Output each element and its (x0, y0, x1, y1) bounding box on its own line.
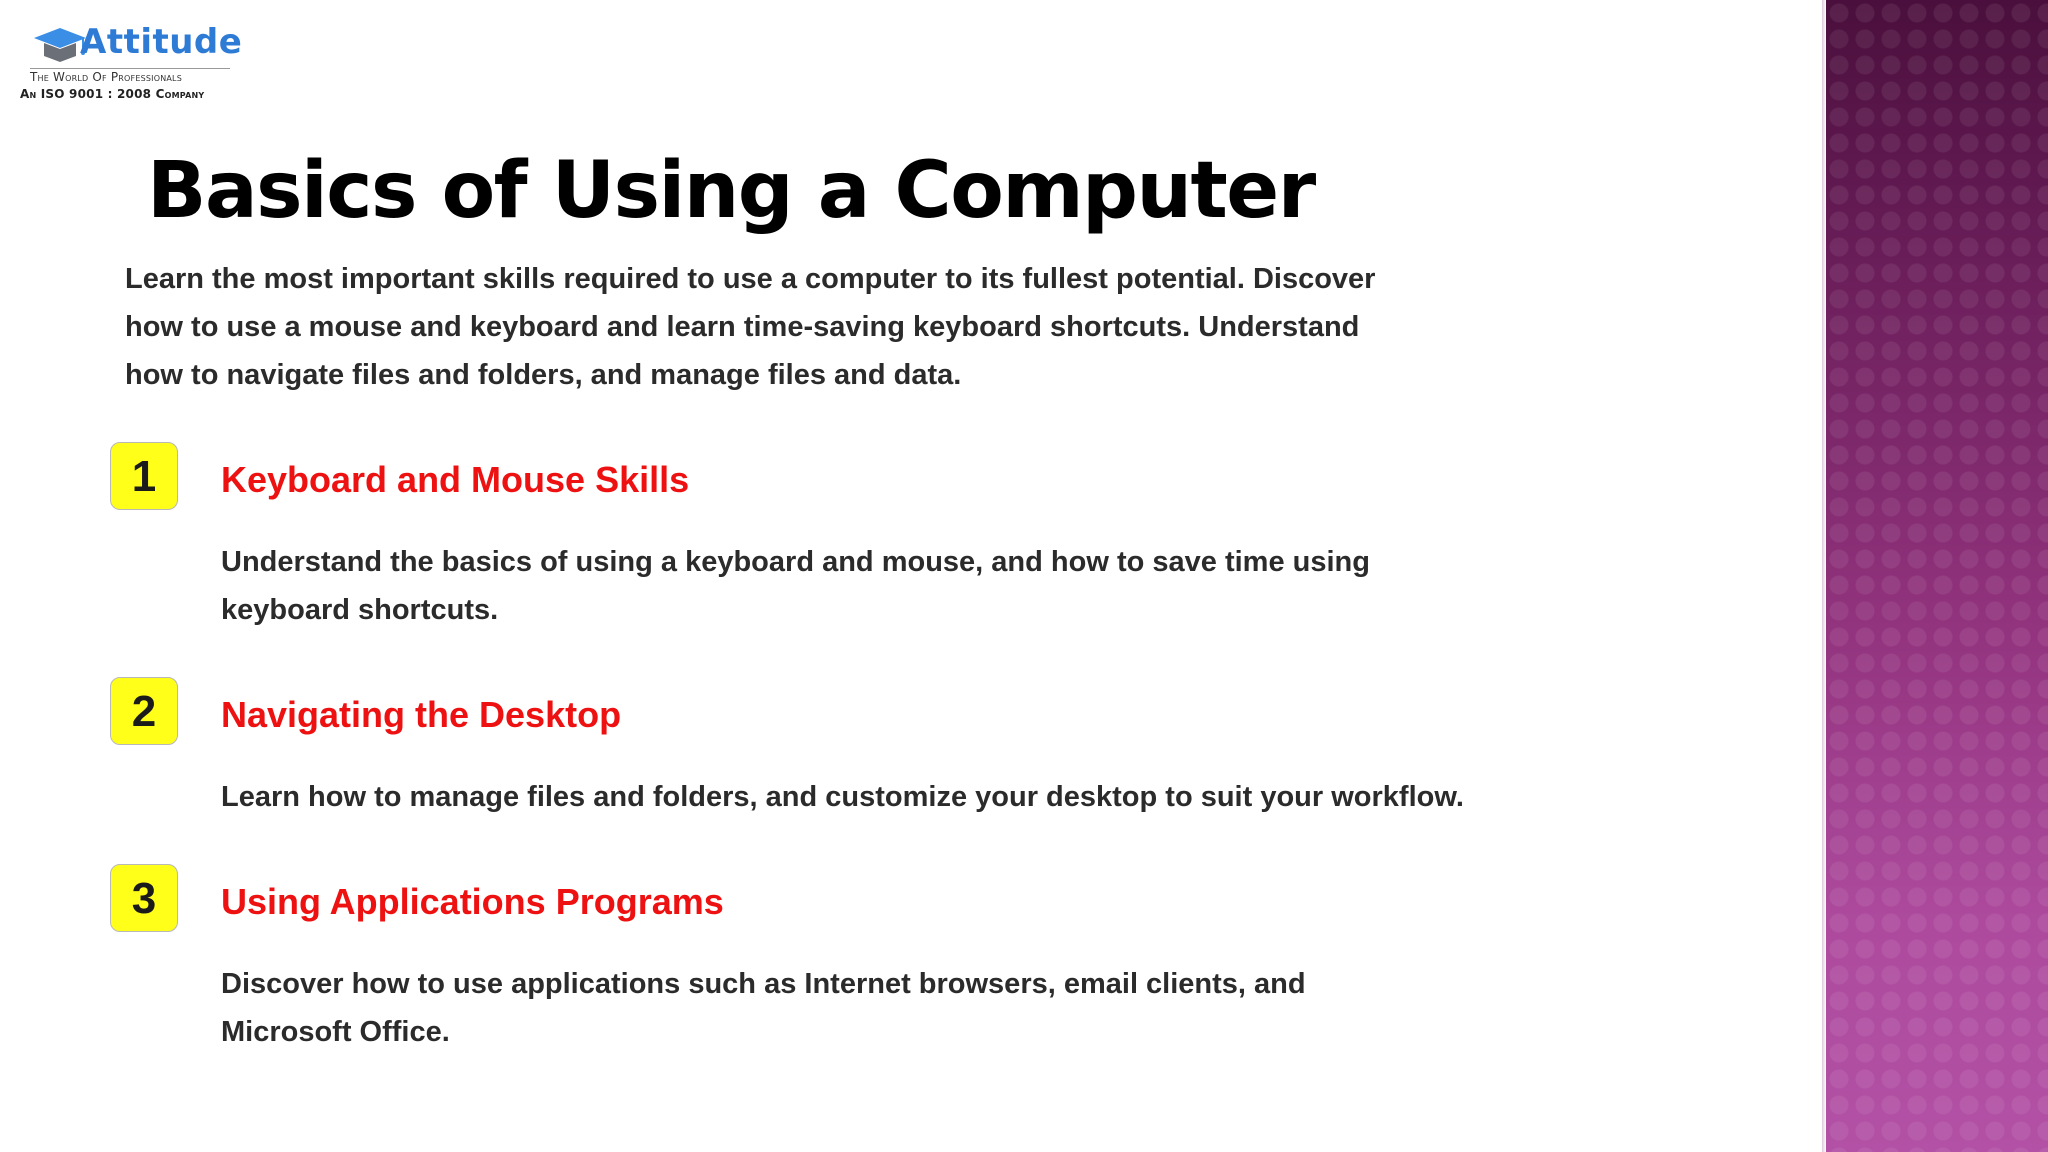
logo-divider (30, 68, 230, 69)
item-heading: Navigating the Desktop (221, 694, 622, 735)
item-description: Discover how to use applications such as Internet browsers, email clients, and Microsoft Office. (221, 968, 1306, 1048)
item-heading: Using Applications Programs (221, 881, 724, 922)
number-badge: 2 (110, 677, 178, 745)
item-description: Understand the basics of using a keyboard and mouse, and how to save time using keyboard shortcuts. (221, 546, 1370, 626)
item-description: Learn how to manage files and folders, and customize your desktop to suit your workflow. (221, 781, 1464, 813)
logo-tagline: The World Of Professionals (30, 70, 182, 84)
item-heading: Keyboard and Mouse Skills (221, 459, 690, 500)
intro-paragraph: Learn the most important skills required to use a computer to its fullest potential. Discover how to use a mouse and keyboard and learn time-saving keyboard shortcuts. Understand how to navigate files and folders, and manage files and data. (125, 263, 1376, 391)
number-badge: 1 (110, 442, 178, 510)
company-logo (18, 18, 250, 108)
slide-title: Basics of Using a Computer (147, 146, 1315, 236)
logo-brand-name: Attitude (80, 22, 243, 62)
number-badge: 3 (110, 864, 178, 932)
decorative-side-panel (1826, 0, 2048, 1152)
logo-iso-certification: An ISO 9001 : 2008 Company (20, 87, 205, 101)
